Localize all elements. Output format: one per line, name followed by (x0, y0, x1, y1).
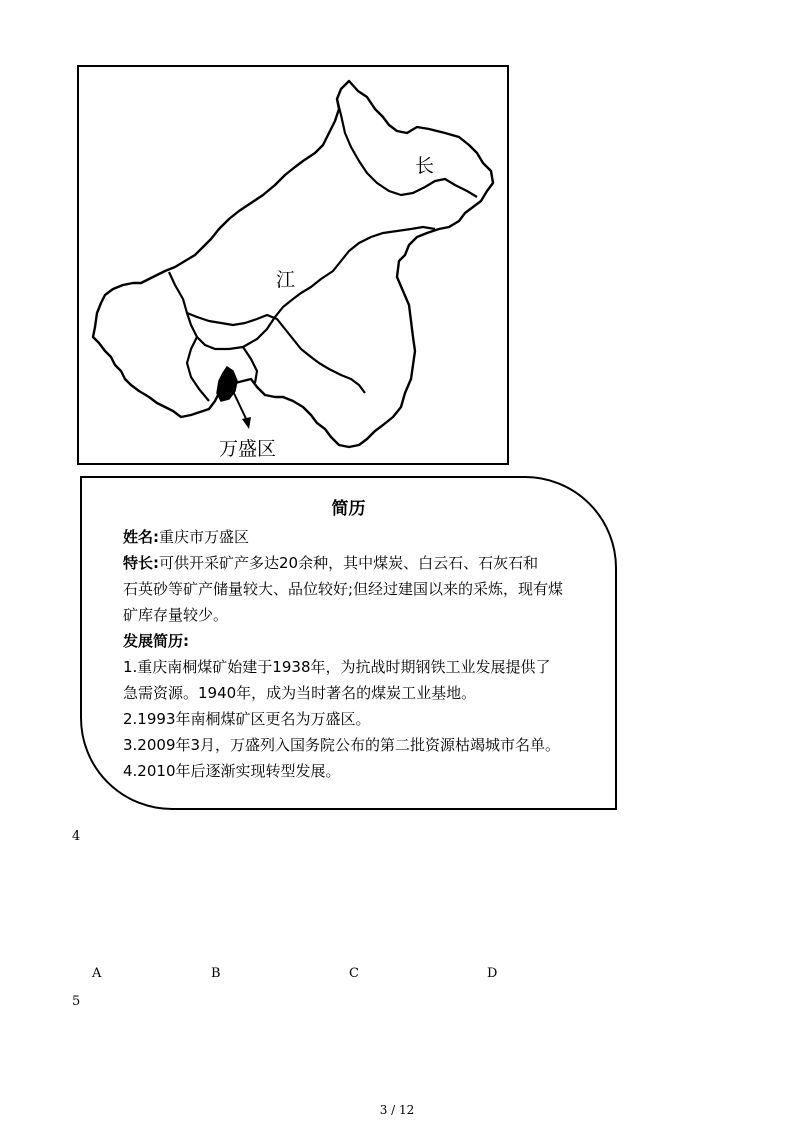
option-d[interactable]: D (487, 966, 498, 981)
internal-boundary (169, 227, 435, 349)
chongqing-map (77, 65, 509, 465)
map-label-jiang: 江 (276, 269, 296, 291)
card-title: 简历 (331, 499, 366, 519)
specialty-line (123, 552, 538, 573)
specialty-text: 石英砂等矿产储量较大、品位较好;但经过建国以来的采炼，现有煤 (123, 580, 564, 598)
internal-boundary (187, 313, 365, 393)
name-value: 重庆市万盛区 (159, 528, 250, 546)
history-item: 1.重庆南桐煤矿始建于1938年，为抗战时期钢铁工业发展提供了 (123, 658, 551, 676)
name-label: 姓名: (123, 528, 159, 546)
boundary-outline (93, 81, 493, 447)
history-item: 2.1993年南桐煤矿区更名为万盛区。 (123, 710, 371, 728)
name-line (123, 526, 249, 547)
history-item: 急需资源。1940年，成为当时著名的煤炭工业基地。 (123, 684, 477, 702)
question-number: 5 (72, 994, 81, 1009)
internal-boundary (337, 99, 477, 197)
map-label-chang: 长 (415, 155, 435, 177)
history-label: 发展简历: (123, 632, 189, 650)
wansheng-district-shape (217, 367, 237, 401)
page-number: 3 / 12 (379, 1103, 415, 1117)
internal-boundary (243, 347, 257, 383)
history-item: 4.2010年后逐渐实现转型发展。 (123, 762, 341, 780)
option-c[interactable]: C (349, 966, 359, 981)
internal-boundary (187, 337, 209, 401)
question-number: 4 (72, 829, 81, 844)
profile-card (80, 476, 617, 810)
history-item: 3.2009年3月，万盛列入国务院公布的第二批资源枯竭城市名单。 (123, 736, 561, 754)
option-b[interactable]: B (211, 966, 221, 981)
specialty-text: 矿库存量较少。 (123, 606, 229, 624)
specialty-label: 特长: (123, 554, 159, 572)
option-a[interactable]: A (92, 966, 102, 981)
specialty-text: 可供开采矿产多达20余种，其中煤炭、白云石、石灰石和 (159, 554, 539, 572)
map-label-district: 万盛区 (219, 438, 277, 460)
arrow-head-icon (242, 417, 251, 429)
chongqing-outline-icon (79, 67, 507, 463)
